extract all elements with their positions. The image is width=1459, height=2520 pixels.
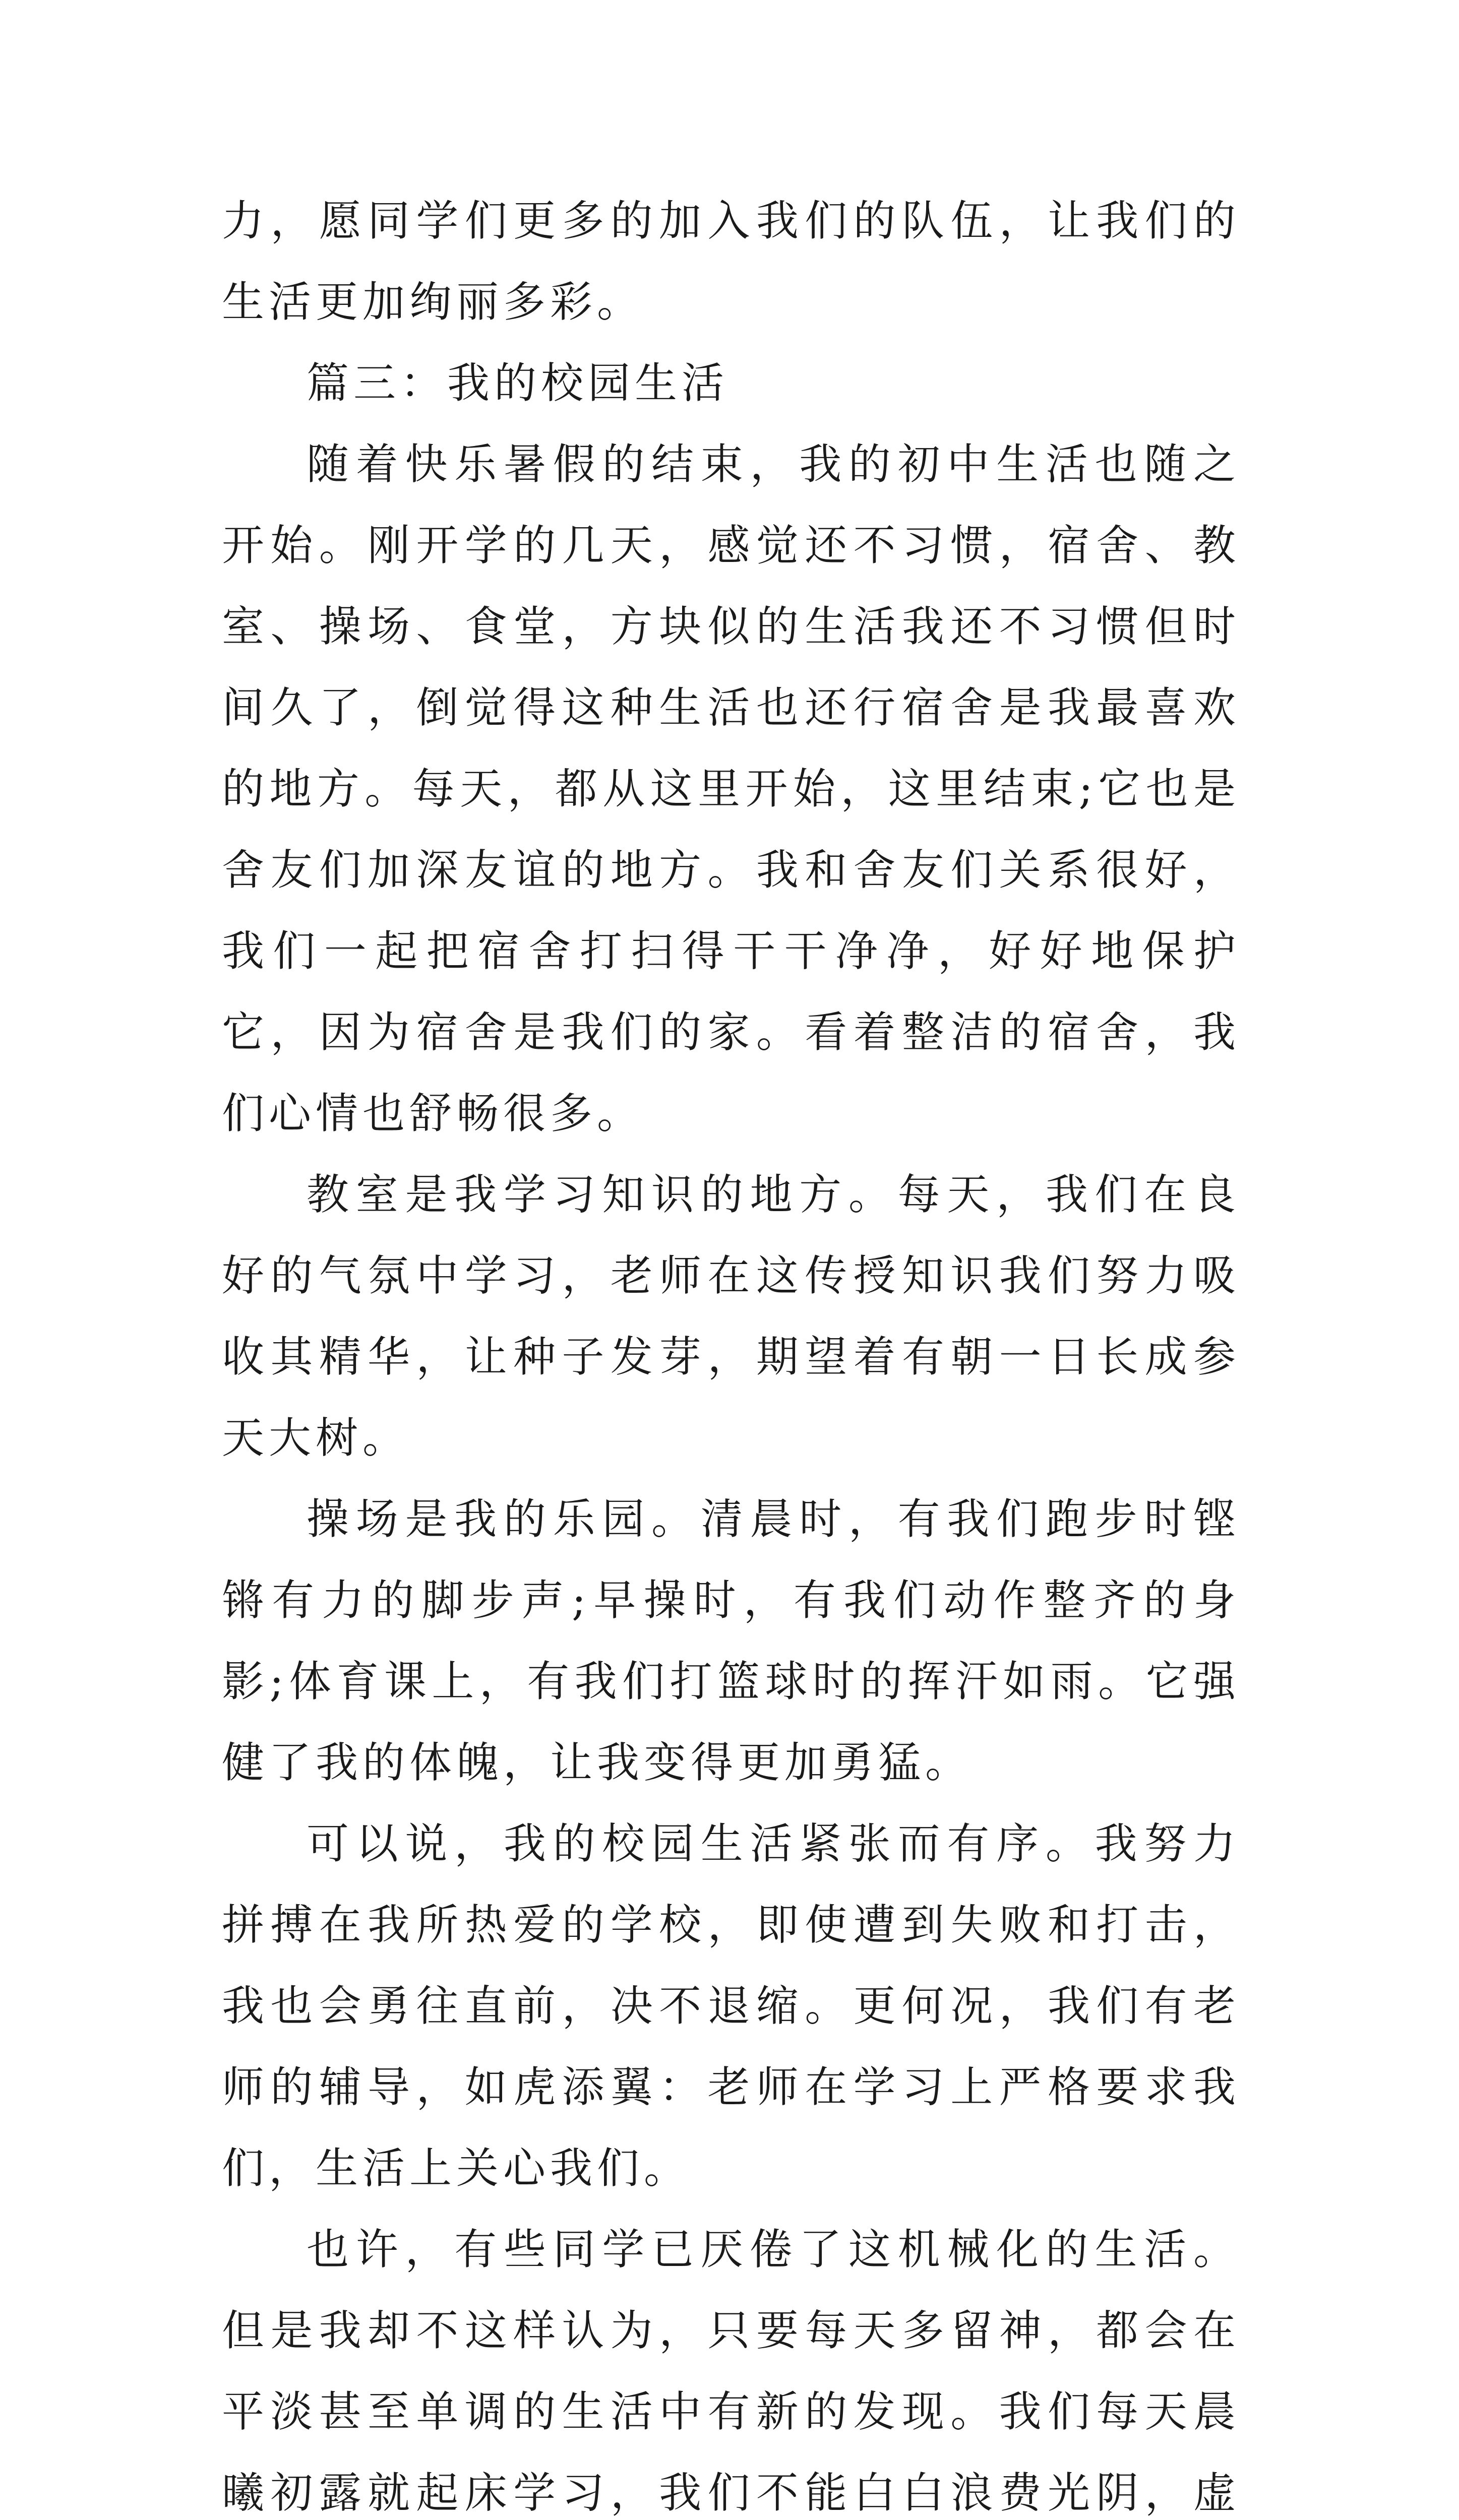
document-body [222,180,1240,2520]
paragraph: 教室是我学习知识的地方。每天，我们在良好的气氛中学习，老师在这传授知识我们努力吸收其精华，让种子发芽，期望着有朝一日长成参天大树。 [222,1170,1240,1463]
paragraph: 也许，有些同学已厌倦了这机械化的生活。但是我却不这样认为，只要每天多留神，都会在平淡甚至单调的生活中有新的发现。我们每天晨曦初露就起床学习，我们不能白白浪费光阴，虚 [222,2225,1240,2517]
paragraph: 随着快乐暑假的结束，我的初中生活也随之开始。刚开学的几天，感觉还不习惯，宿舍、教室、操场、食堂，方块似的生活我还不习惯但时间久了，倒觉得这种生活也还行宿舍是我最喜欢的地方。每天，都从这里开始，这里结束;它也是舍友们加深友谊的地方。我和舍友们关系很好，我们一起把宿舍打扫得干干净净，好好地保护它，因为宿舍是我们的家。看着整洁的宿舍，我们心情也舒畅很多。 [222,439,1240,1138]
section-heading: 篇三：我的校园生活 [307,358,729,408]
paragraph: 力，愿同学们更多的加入我们的队伍，让我们的生活更加绚丽多彩。 [222,196,1240,327]
paragraph: 可以说，我的校园生活紧张而有序。我努力拼搏在我所热爱的学校，即使遭到失败和打击，我也会勇往直前，决不退缩。更何况，我们有老师的辅导，如虎添翼：老师在学习上严格要求我们，生活上关心我们。 [222,1819,1240,2193]
paragraph: 操场是我的乐园。清晨时，有我们跑步时铿锵有力的脚步声;早操时，有我们动作整齐的身影;体育课上，有我们打篮球时的挥汗如雨。它强健了我的体魄，让我变得更加勇猛。 [222,1494,1240,1787]
